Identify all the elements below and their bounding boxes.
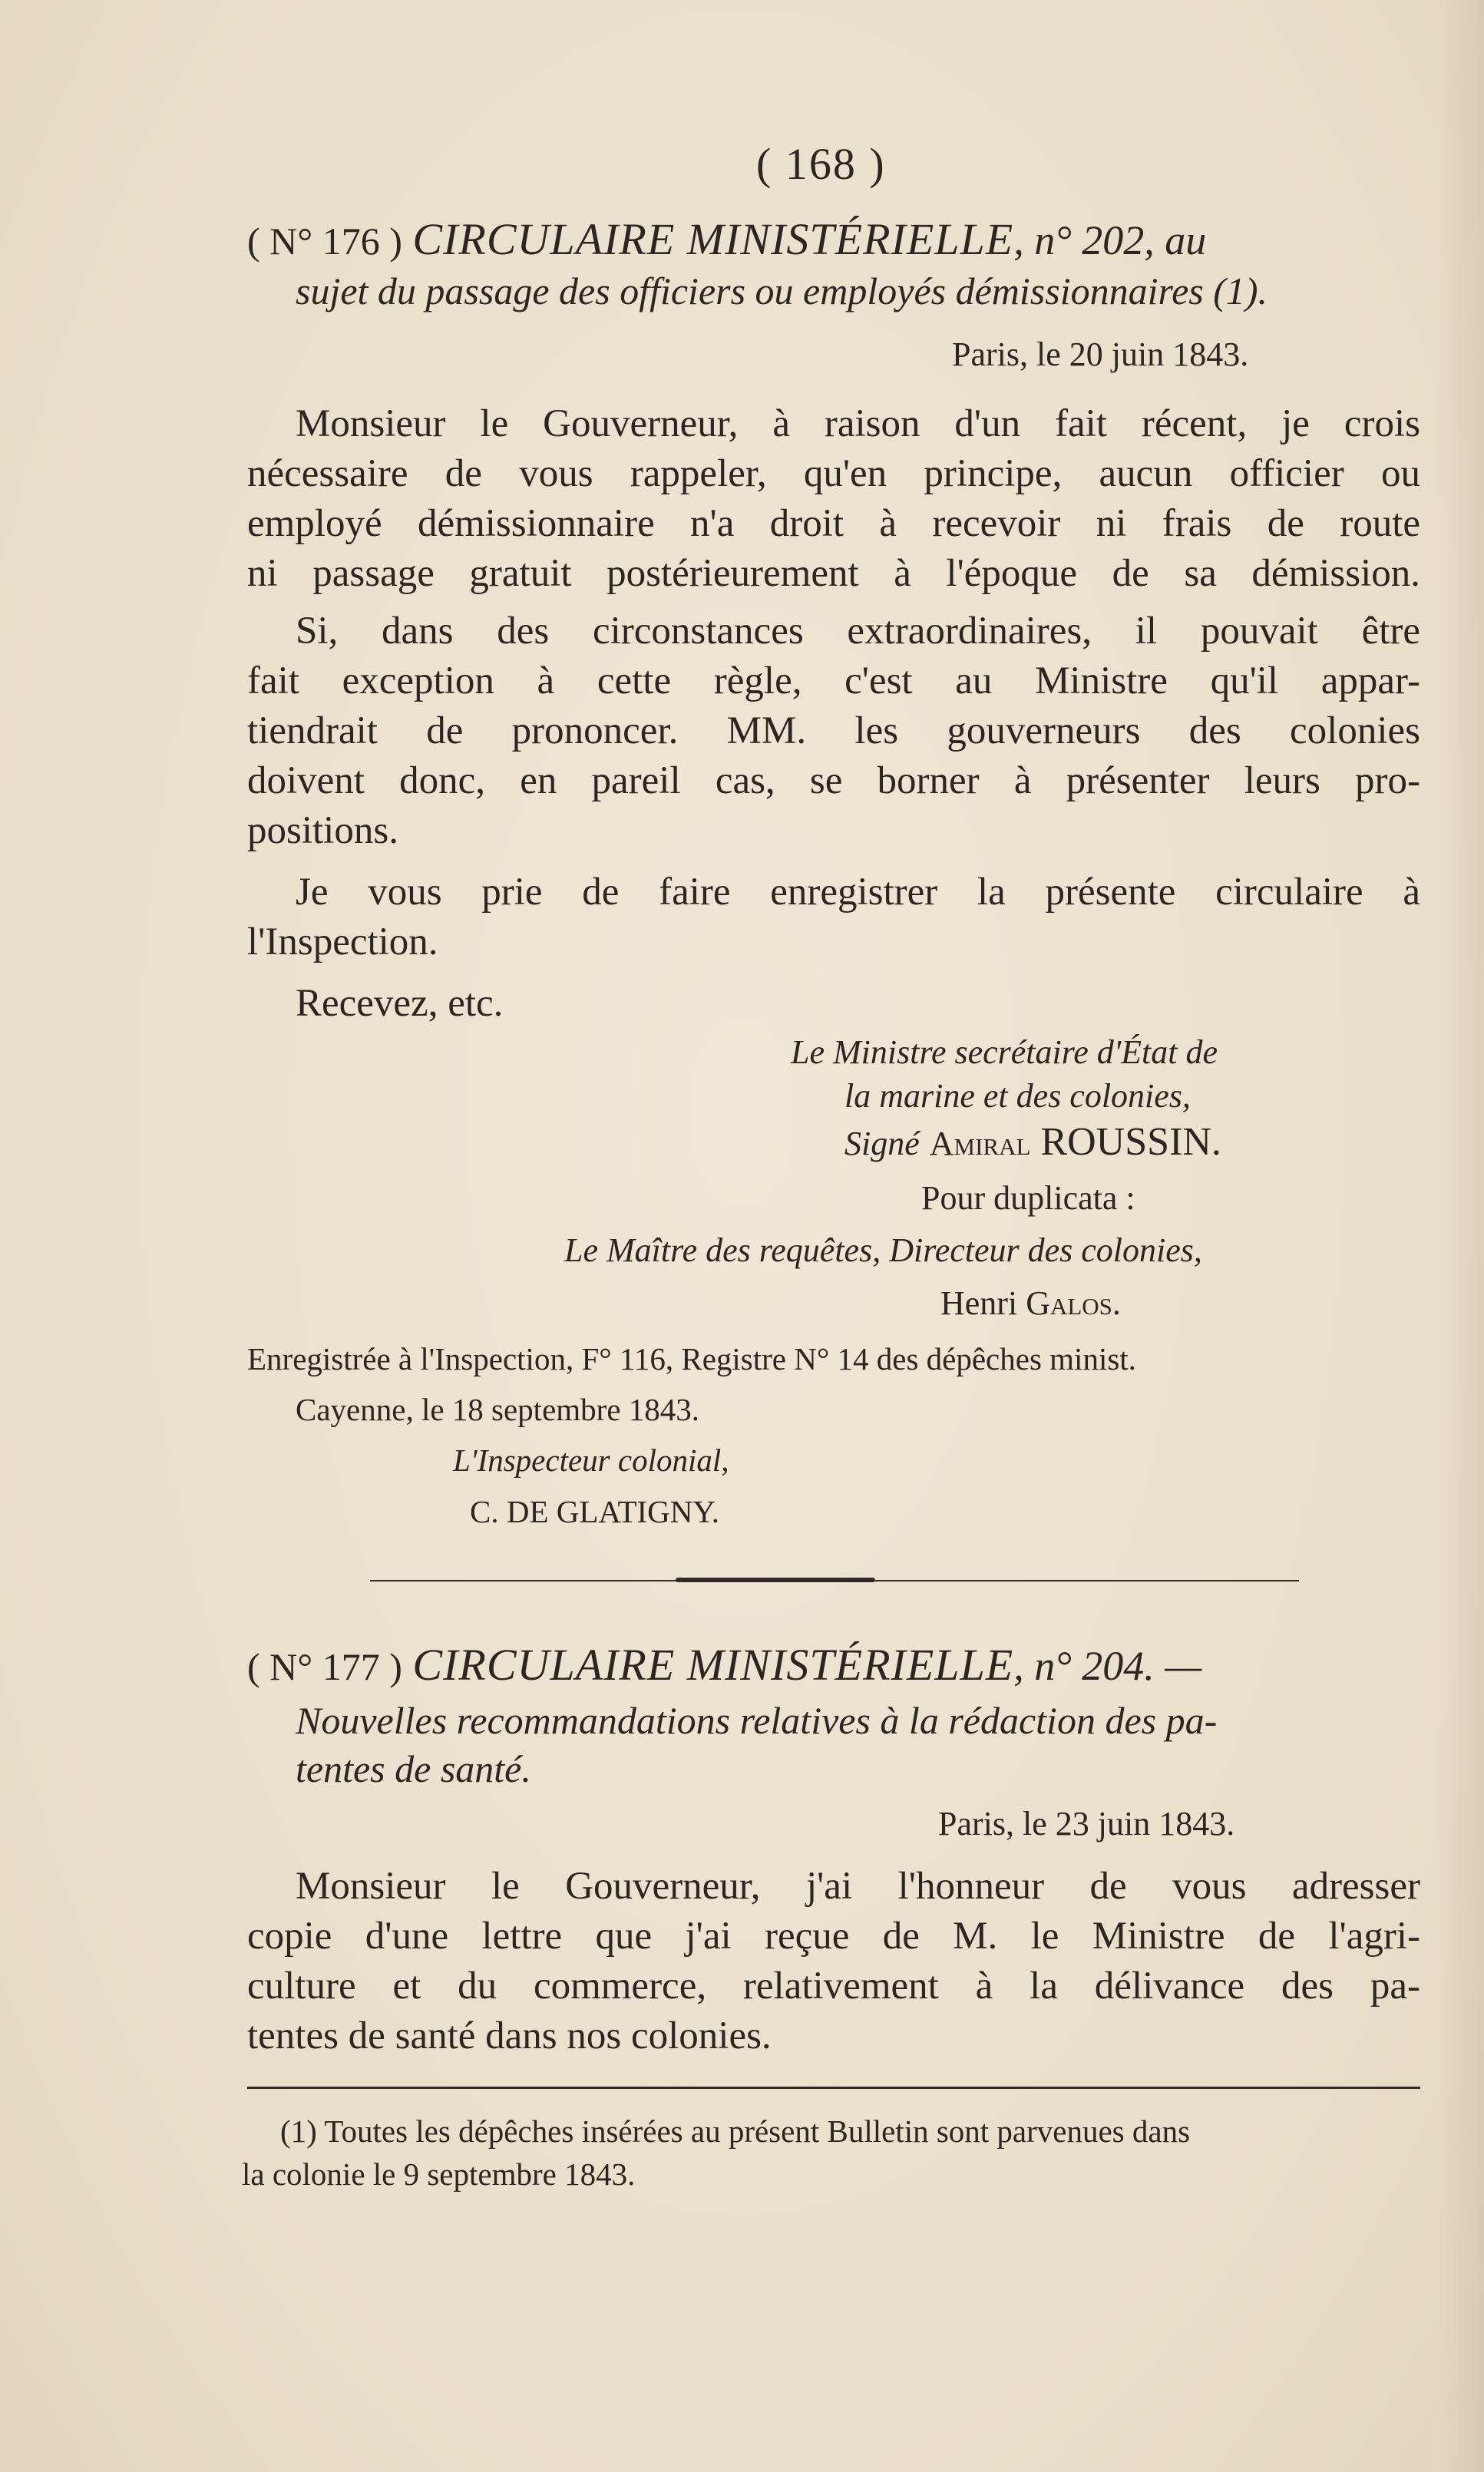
minister-title-line1: Le Ministre secrétaire d'État de: [791, 1033, 1218, 1071]
minister-signature: [844, 1119, 1221, 1165]
doc176-subject: sujet du passage des officiers ou employés démissionnaires (1).: [296, 269, 1268, 312]
registration-note: Enregistrée à l'Inspection, F° 116, Registre N° 14 des dépêches minist.: [247, 1341, 1136, 1376]
inspector-title: L'Inspecteur colonial,: [453, 1443, 729, 1478]
doc176-p1-line: ni passage gratuit postérieurement à l'époque de sa démission.: [247, 552, 1420, 595]
minister-title-line2: la marine et des colonies,: [844, 1077, 1191, 1115]
doc176-title: CIRCULAIRE MINISTÉRIELLE: [412, 214, 1014, 264]
doc176-p3-line: Je vous prie de faire enregistrer la présente circulaire à: [296, 871, 1420, 914]
doc176-title-suffix: , n° 202, au: [1013, 217, 1207, 263]
doc176-closing: Recevez, etc.: [296, 982, 504, 1025]
signer-name: ROUSSIN.: [1040, 1120, 1221, 1164]
maitre-requetes: Le Maître des requêtes, Directeur des colonies,: [564, 1231, 1202, 1269]
doc177-date: Paris, le 23 juin 1843.: [938, 1805, 1235, 1842]
doc176-p2-line: positions.: [247, 809, 398, 852]
doc176-p1-line: nécessaire de vous rappeler, qu'en principe, aucun officier ou: [247, 452, 1420, 495]
doc176-p2-line: Si, dans des circonstances extraordinaires, il pouvait être: [296, 610, 1420, 653]
doc177-p1-line: tentes de santé dans nos colonies.: [247, 2014, 772, 2057]
doc177-heading: [247, 1639, 1201, 1690]
doc176-p2-line: tiendrait de prononcer. MM. les gouverneurs des colonies: [247, 709, 1420, 752]
doc176-p3-line: l'Inspection.: [247, 920, 438, 963]
separator-ornament: [676, 1578, 875, 1582]
doc177-title: CIRCULAIRE MINISTÉRIELLE: [412, 1640, 1014, 1690]
doc176-heading: [247, 213, 1206, 265]
doc177-subject-line2: tentes de santé.: [296, 1747, 531, 1790]
doc177-number: ( N° 177 ): [247, 1645, 402, 1688]
signe-label: Signé: [844, 1125, 920, 1162]
doc176-p2-line: fait exception à cette règle, c'est au Ministre qu'il appar-: [247, 659, 1420, 702]
footnote-rule: [247, 2087, 1420, 2089]
footnote-line1: (1) Toutes les dépêches insérées au présent Bulletin sont parvenues dans: [280, 2113, 1191, 2149]
doc176-number: ( N° 176 ): [247, 220, 402, 263]
page-number: ( 168 ): [756, 139, 886, 189]
doc177-p1-line: culture et du commerce, relativement à la délivance des pa-: [247, 1965, 1420, 2008]
doc176-p2-line: doivent donc, en pareil cas, se borner à présenter leurs pro-: [247, 759, 1420, 802]
registration-date: Cayenne, le 18 septembre 1843.: [296, 1392, 700, 1427]
doc177-subject-line1: Nouvelles recommandations relatives à la rédaction des pa-: [296, 1699, 1218, 1742]
duplicata-label: Pour duplicata :: [921, 1179, 1135, 1217]
signer-rank: Amiral: [929, 1125, 1031, 1162]
galos-last-name: Galos.: [1026, 1284, 1121, 1322]
galos-first-name: Henri: [940, 1284, 1018, 1322]
doc177-p1-line: Monsieur le Gouverneur, j'ai l'honneur de vous adresser: [296, 1865, 1420, 1908]
doc176-date: Paris, le 20 juin 1843.: [952, 335, 1249, 373]
galos-signature: [940, 1284, 1121, 1323]
doc177-p1-line: copie d'une lettre que j'ai reçue de M. le Ministre de l'agri-: [247, 1915, 1420, 1958]
doc176-p1-line: employé démissionnaire n'a droit à recevoir ni frais de route: [247, 502, 1420, 545]
doc176-p1-line: Monsieur le Gouverneur, à raison d'un fait récent, je crois: [296, 402, 1420, 445]
doc177-title-suffix: , n° 204. —: [1013, 1643, 1202, 1689]
footnote-line2: la colonie le 9 septembre 1843.: [242, 2156, 636, 2192]
inspector-name: C. DE GLATIGNY.: [470, 1494, 719, 1529]
